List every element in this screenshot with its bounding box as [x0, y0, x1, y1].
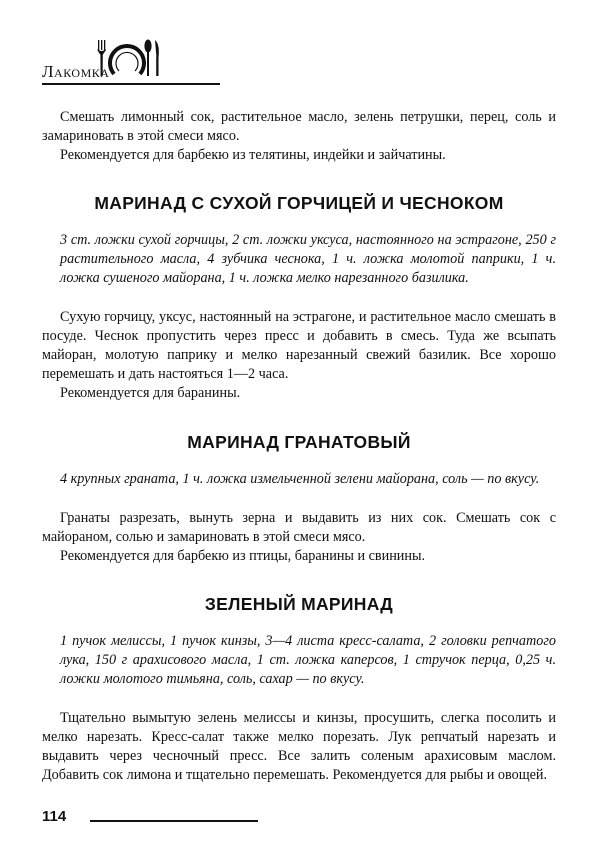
page-number: 114: [42, 808, 67, 825]
recipe-title: ЗЕЛЕНЫЙ МАРИНАД: [204, 594, 394, 614]
recipe-title: МАРИНАД С СУХОЙ ГОРЧИЦЕЙ И ЧЕСНОКОМ: [94, 193, 504, 213]
intro-recommendation: Рекомендуется для барбекю из телятины, индейки и зайчатины.: [60, 147, 446, 163]
recipe-ingredients: 3 ст. ложки сухой горчицы, 2 ст. ложки уксуса, настоянного на эстрагоне, 250 г растительного масла, 4 зубчика чеснока, 1 ч. ложка молотой паприки, 1 ч. ложка сушеного майорана, 1 ч. ложка мелко нарезанного базилика.: [60, 232, 556, 286]
recipe-method: Тщательно вымытую зелень мелиссы и кинзы, просушить, слегка посолить и мелко нарезать. Кресс-салат также мелко порезать. Лук репчатый нарезать и выдавить через чесночный пресс. Все залить соленым арахисовым маслом. Добавить сок лимона и тщательно перемешать. Рекомендуется для рыбы и овощей.: [42, 710, 556, 783]
page-content: [42, 108, 556, 785]
header-title: Лакомка: [42, 62, 110, 81]
recipe-method: Гранаты разрезать, вынуть зерна и выдавить из них сок. Смешать сок с майораном, солью и замариновать в этой смеси мясо.: [42, 510, 556, 545]
recipe-ingredients: 1 пучок мелиссы, 1 пучок кинзы, 3—4 листа кресс-салата, 2 головки репчатого лука, 150 г арахисового масла, 1 ст. ложка каперсов, 1 стручок перца, 0,25 ч. ложки молотого тимьяна, соль, сахар — по вкусу.: [60, 633, 556, 687]
recipe-method: Сухую горчицу, уксус, настоянный на эстрагоне, и растительное масло смешать в посуде. Чеснок пропустить через пресс и добавить в смесь. Туда же всыпать майоран, молотую паприку и мелко нарезанный свежий базилик. Все хорошо перемешать и дать настояться 1—2 часа.: [42, 309, 556, 382]
recipe-recommendation: Рекомендуется для баранины.: [60, 385, 241, 401]
recipe-ingredients: 4 крупных граната, 1 ч. ложка измельченной зелени майорана, соль — по вкусу.: [60, 471, 540, 487]
header-rule: [42, 83, 220, 85]
footer-rule: [90, 820, 258, 822]
recipe-title: МАРИНАД ГРАНАТОВЫЙ: [187, 432, 411, 452]
page-footer: [42, 808, 262, 828]
recipe-recommendation: Рекомендуется для барбекю из птицы, баранины и свинины.: [60, 548, 426, 564]
page-header: [42, 38, 222, 86]
intro-paragraph: Смешать лимонный сок, растительное масло, зелень петрушки, перец, соль и замариновать в этой смеси мясо.: [42, 109, 556, 144]
